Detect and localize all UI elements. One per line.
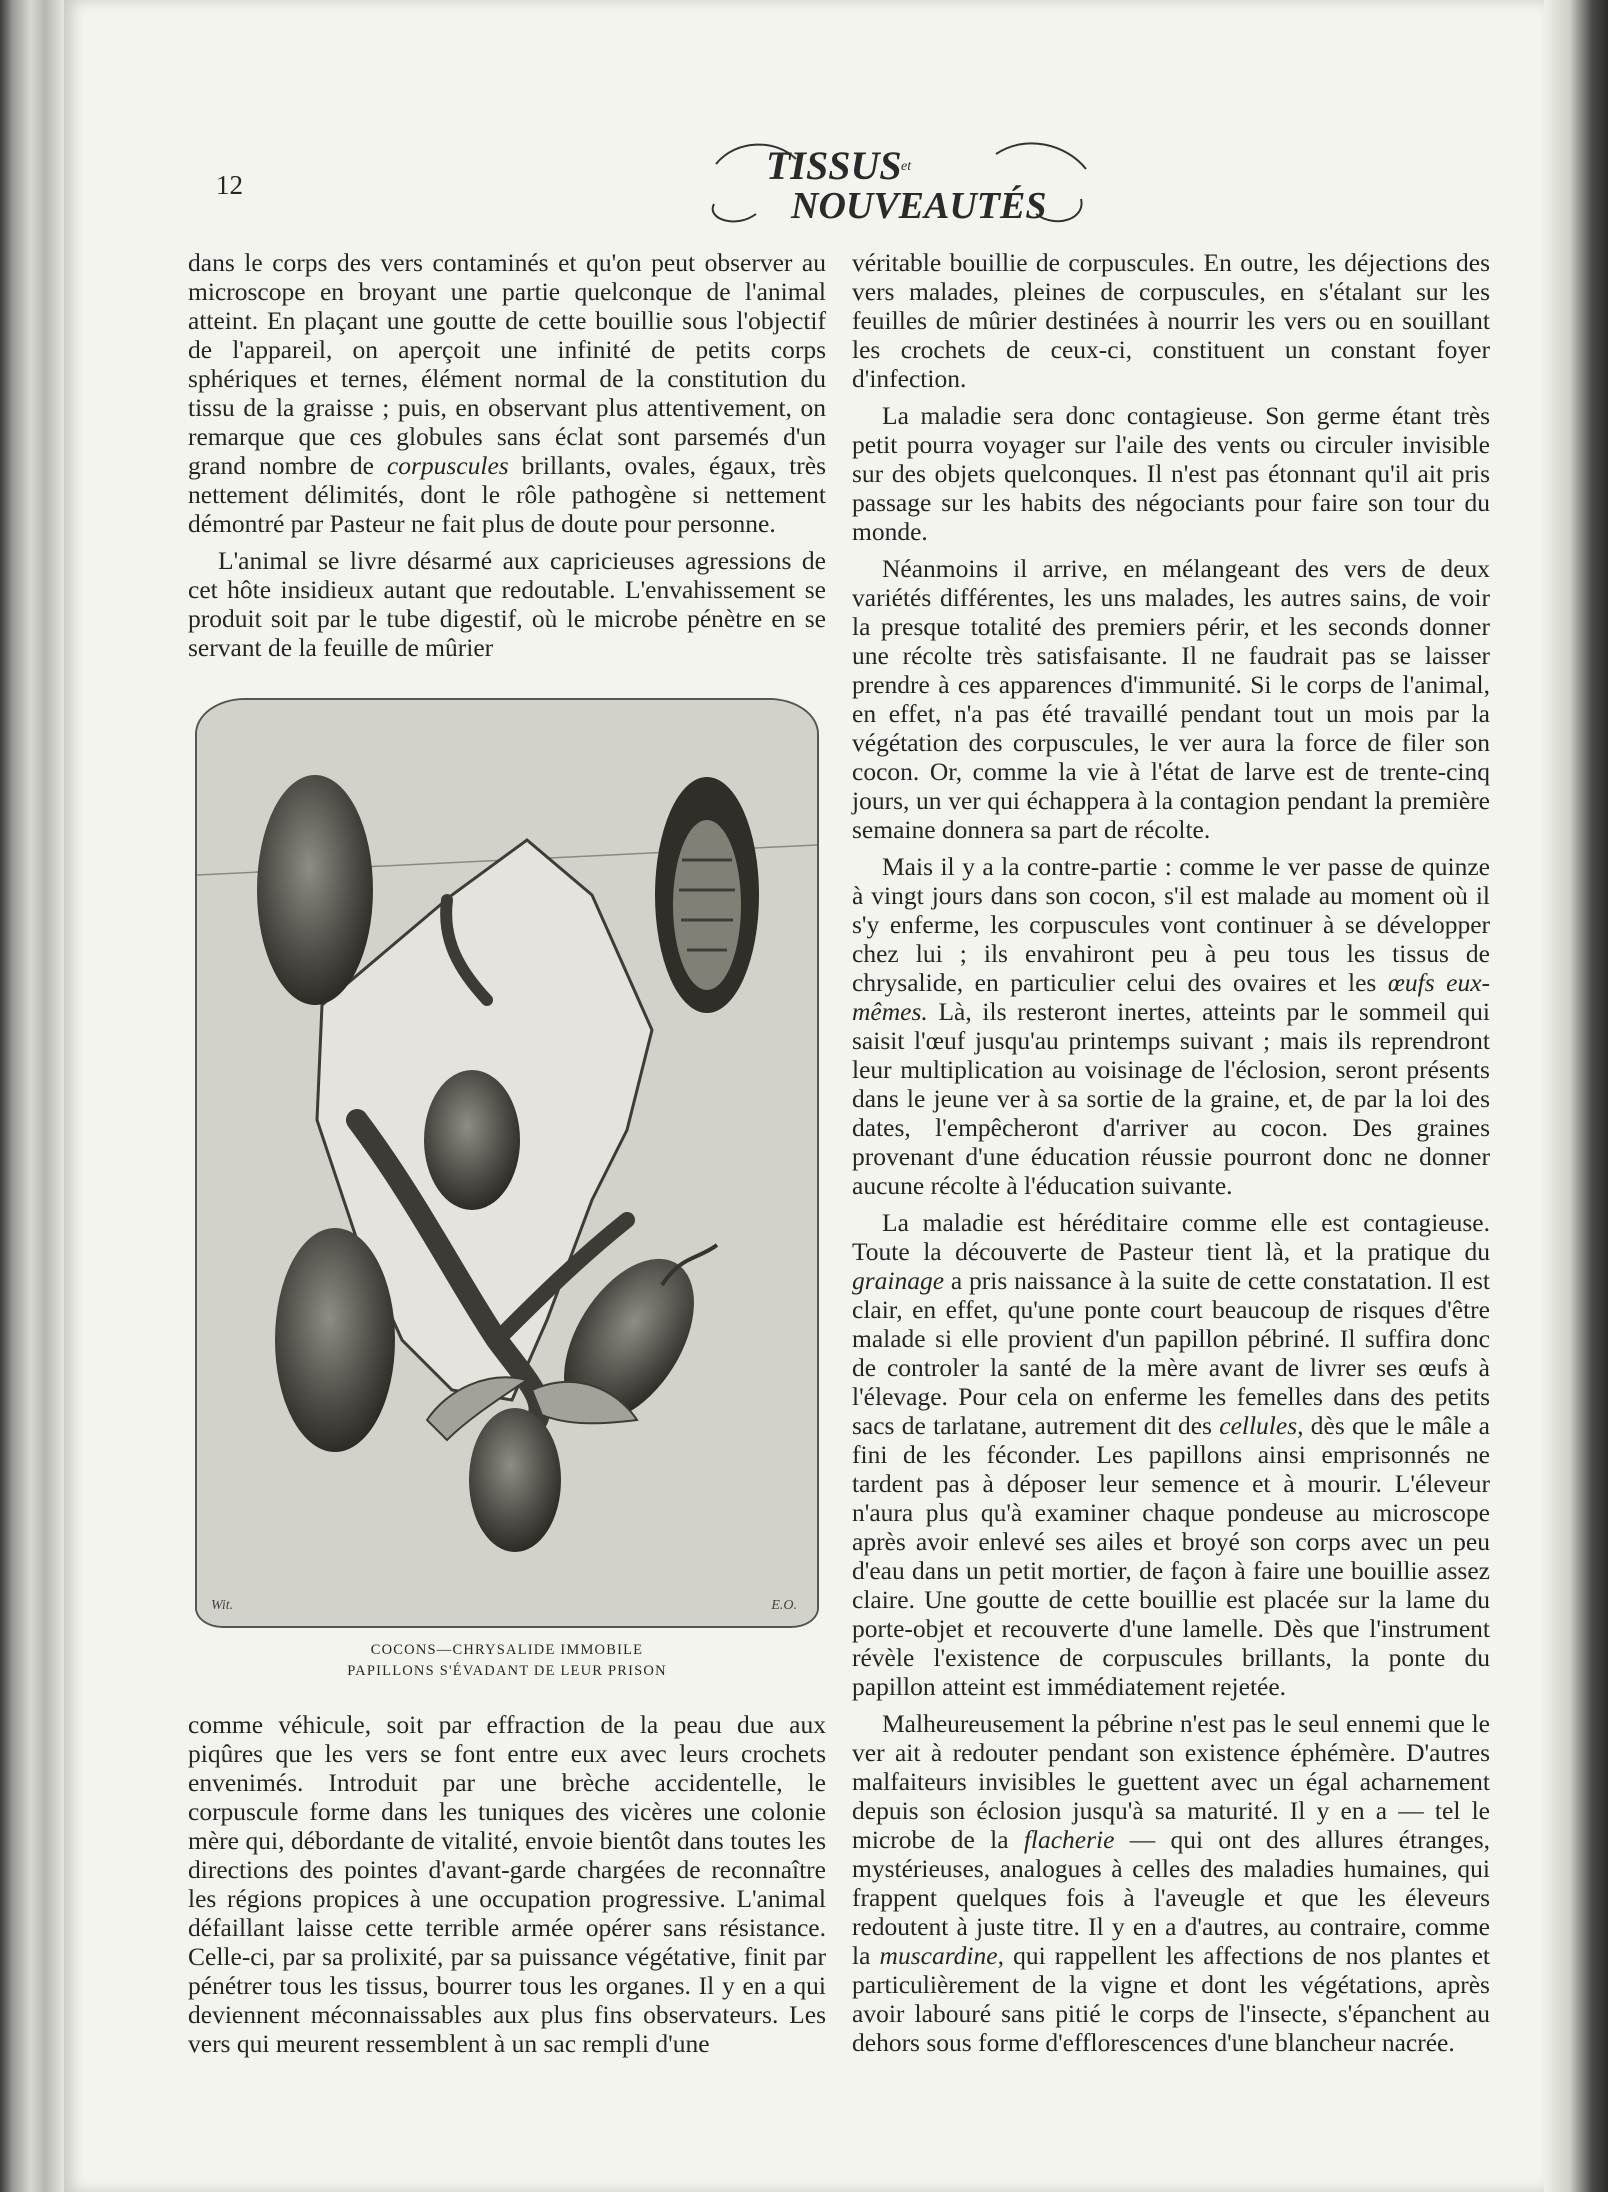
text-run: dans le corps des vers contaminés et qu'on peut observer au microscope en broyant une partie quelconque de l'animal atteint. En plaçant une goutte de cette bouillie sous l'objectif de l'appareil, on aperçoit une infinité de petits corps sphériques et ternes, élément normal de la constitution du tissu de la graisse ; puis, en observant plus attentivement, on remarque que ces globules sans éclat sont parsemés d'un grand nombre de [188, 248, 826, 480]
cocoon-engraving [195, 698, 819, 1628]
emphasis: grainage [852, 1266, 945, 1295]
cocoon-double-icon [275, 1228, 395, 1452]
figure-caption [188, 1640, 826, 1682]
caption-line: COCONS—CHRYSALIDE IMMOBILE [370, 1642, 644, 1658]
artist-signature: Wit. [211, 1598, 234, 1613]
text-run: a pris naissance à la suite de cette constatation. Il est clair, en effet, qu'une ponte court beaucoup de risques d'être malade si elle provient d'un papillon pébriné. Il suffira donc de controler la santé de la mère avant de livrer ses œufs à l'élevage. Pour cela on enferme les femelles dans des petits sacs de tarlatane, autrement dit des [852, 1266, 1491, 1440]
emphasis: corpuscules [386, 451, 509, 480]
paragraph [188, 248, 826, 538]
caption-line: PAPILLONS S'ÉVADANT DE LEUR PRISON [347, 1663, 667, 1679]
cocoon-double-icon [257, 775, 373, 1005]
right-column [852, 248, 1490, 2065]
masthead-title-line2: NOUVEAUTÉS [791, 185, 1047, 227]
page-binding-left [0, 0, 64, 2192]
paragraph [852, 1208, 1490, 1701]
text-run: — qui ont des allures étranges, mystérieuses, analogues à celles des maladies humaines, qui frappent quelques fois à l'aveugle et que les éleveurs redoutent à juste titre. Il y en a d'autres, au contraire, comme la [852, 1825, 1490, 1970]
paragraph: La maladie sera donc contagieuse. Son germe étant très petit pourra voyager sur l'aile des vents ou circuler invisible sur des objets quelconques. Il n'est pas étonnant qu'il ait pris passage sur les habits des négociants pour faire son tour du monde. [852, 401, 1490, 546]
paragraph: véritable bouillie de corpuscules. En outre, les déjections des vers malades, pleines de corpuscules, en s'étalant sur les feuilles de mûrier destinées à nourrir les vers ou en souillant les crochets de ceux-ci, constituent un constant foyer d'infection. [852, 248, 1490, 393]
paragraph: Néanmoins il arrive, en mélangeant des vers de deux variétés différentes, les uns malades, les autres sains, de voir la presque totalité des premiers périr, et les seconds donner une récolte très satisfaisante. Il ne faudrait pas se laisser prendre à ces apparences d'immunité. Si le corps de l'animal, en effet, n'a pas été travaillé pendant tout un mois par la végétation des corpuscules, le ver aura la force de filer son cocon. Or, comme la vie à l'état de larve est de trente-cinq jours, un ver qui échappera à la contagion pendant la première semaine donnera sa part de récolte. [852, 554, 1490, 844]
illustration-figure [188, 698, 826, 1682]
text-run: qui rappellent les affections de nos plantes et particulièrement de la vigne et dont les végétations, après avoir labouré sans pitié le corps de l'insecte, s'épanchent au dehors sous forme d'efflorescences d'une blancheur nacrée. [852, 1941, 1490, 2057]
engraver-signature: E.O. [771, 1598, 797, 1613]
text-run: Mais il y a la contre-partie : comme le ver passe de quinze à vingt jours dans son cocon, s'il est malade au moment où il s'y enferme, les corpuscules vont continuer à se développer chez lui ; ils envahiront peu à peu tous les tissus de chrysalide, en particulier celui des ovaires et les [852, 852, 1490, 997]
text-run: brillants, ovales, égaux, très nettement délimités, dont le rôle pathogène si nettement démontré par Pasteur ne fait plus de doute pour personne. [188, 451, 827, 538]
text-run: dès que le mâle a fini de les féconder. Les papillons ainsi emprisonnés ne tardent pas à déposer leur semence et à mourir. L'éleveur n'aura plus qu'à examiner chaque pondeuse au microscope après avoir enlevé ses ailes et broyé son corps avec un peu d'eau dans un petit mortier, de façon à faire une bouillie assez claire. Une goutte de cette bouillie est placée sur la lame du porte-objet et recouverte d'une lamelle. Dès que l'instrument révèle l'existence de corpuscules brillants, la ponte du papillon atteint est immédiatement rejetée. [852, 1411, 1491, 1701]
page-number: 12 [216, 170, 243, 200]
paragraph [852, 852, 1490, 1200]
emphasis: flacherie [1023, 1825, 1115, 1854]
magazine-page [64, 0, 1544, 2192]
text-run: Malheureusement la pébrine n'est pas le seul ennemi que le ver ait à redouter pendant son existence éphémère. D'autres malfaiteurs invisibles le guettent avec un égal acharnement depuis son éclosion jusqu'à sa maturité. Il y en a — tel le microbe de la [852, 1709, 1490, 1854]
page-edge-right [1544, 0, 1608, 2192]
paragraph: L'animal se livre désarmé aux capricieuses agressions de cet hôte insidieux autant que redoutable. L'envahissement se produit soit par le tube digestif, où le microbe pénètre en se servant de la feuille de mûrier [188, 546, 826, 662]
cocoon-icon [424, 1070, 520, 1210]
emphasis: œufs eux-mêmes. [852, 968, 1491, 1026]
paragraph: comme véhicule, soit par effraction de la peau due aux piqûres que les vers se font entre eux avec leurs crochets envenimés. Introduit par une brèche accidentelle, le corpuscule forme dans les tuniques des vicères une colonie mère qui, débordante de vitalité, envoie bientôt dans toutes les directions des pointes d'avant-garde chargées de reconnaître les régions propices à une occupation progressive. L'animal défaillant laisse cette terrible armée opérer sans résistance. Celle-ci, par sa prolixité, par sa puissance végétative, finit par pénétrer tous les tissus, bourrer tous les organes. Il y en a qui deviennent méconnaissables aux plus fins observateurs. Les vers qui meurent ressemblent à un sac rempli d'une [188, 1710, 826, 2058]
text-run: La maladie est héréditaire comme elle est contagieuse. Toute la découverte de Pasteur tient là, et la pratique du [852, 1208, 1490, 1266]
cocoon-with-moth-icon [469, 1408, 561, 1552]
masthead-title-line1: TISSUS [766, 143, 902, 188]
text-run: Là, ils resteront inertes, atteints par le sommeil qui saisit l'œuf jusqu'au printemps suivant ; mais ils reprendront leur multiplication au voisinage de l'éclosion, seront présents dans le jeune ver à sa sortie de la graine, et, de par la loi des dates, l'empêcheront d'arriver au cocon. Des graines provenant d'une éducation réussie pourront donc ne donner aucune récolte à l'éducation suivante. [852, 997, 1490, 1200]
left-column [188, 248, 826, 2066]
emphasis: cellules, [1219, 1411, 1304, 1440]
masthead-connector: et [901, 159, 912, 174]
emphasis: muscardine, [879, 1941, 1004, 1970]
paragraph [852, 1709, 1490, 2057]
masthead-logo [696, 134, 1096, 234]
